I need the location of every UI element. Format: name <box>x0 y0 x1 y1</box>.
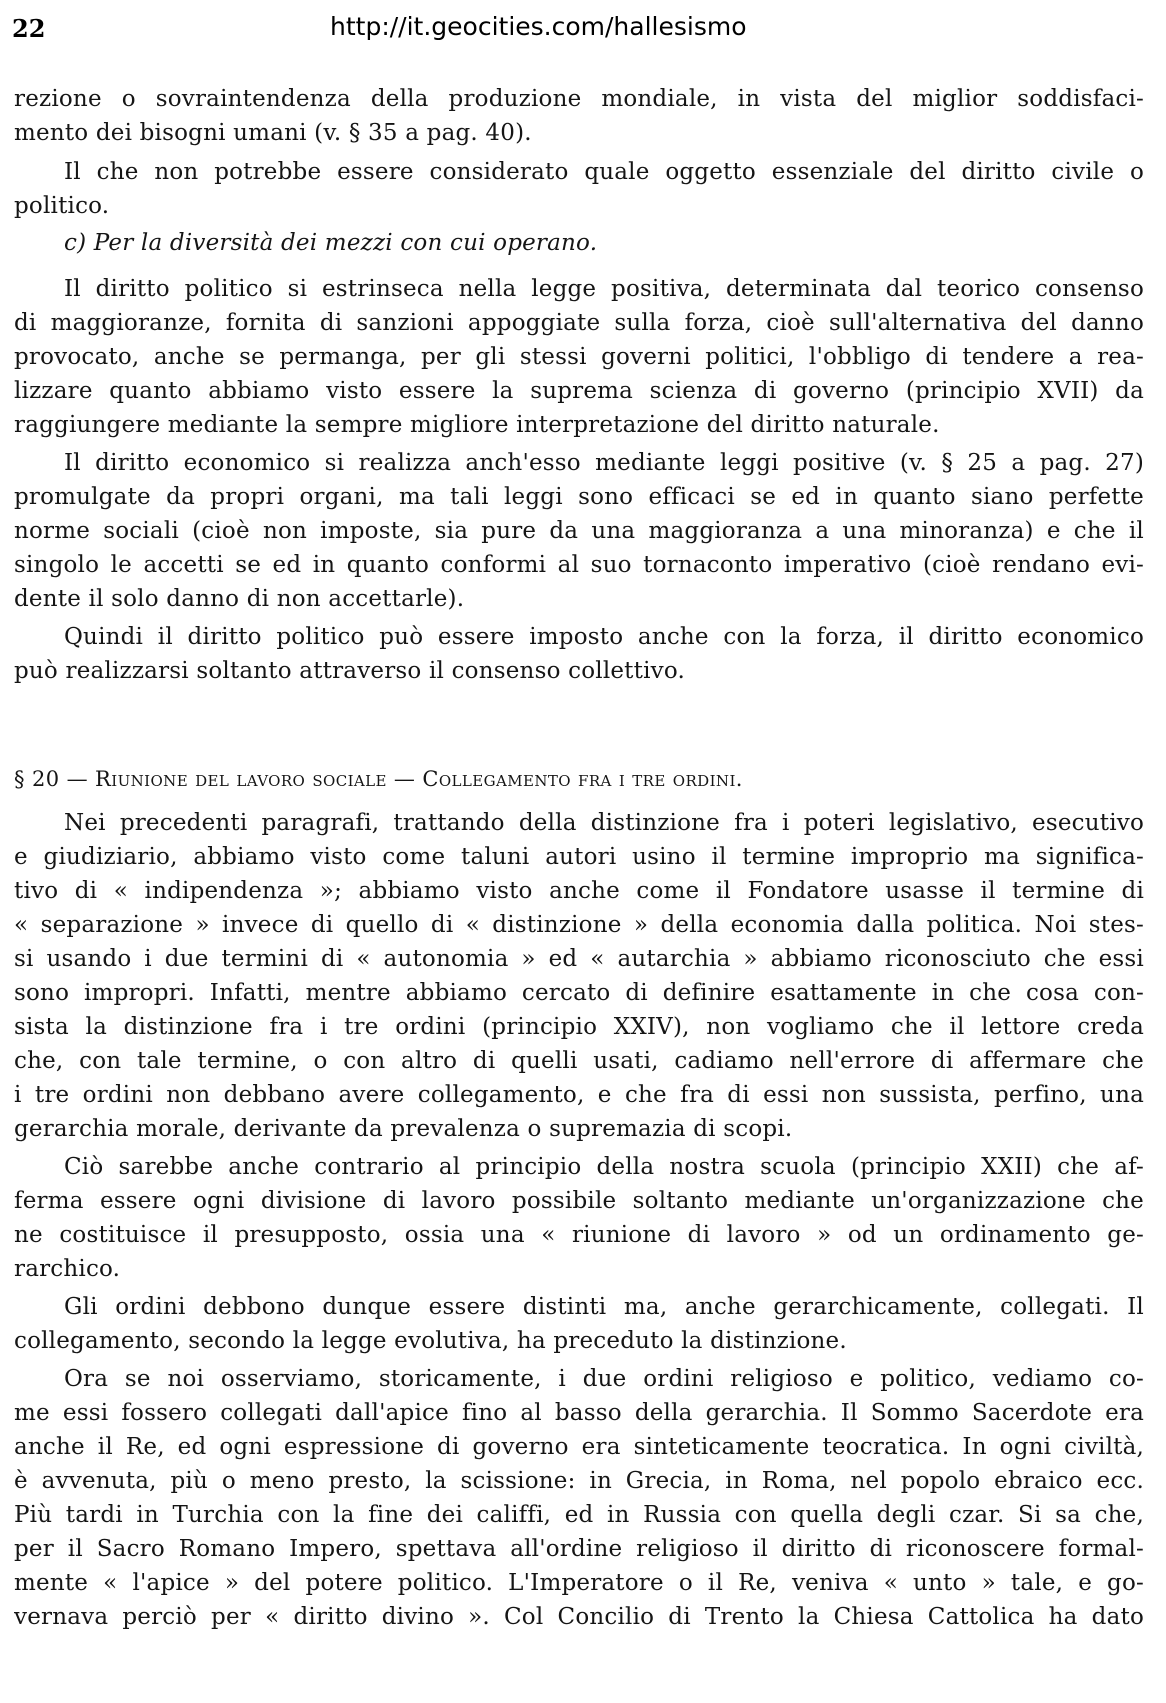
text-line: Il diritto politico si estrinseca nella legge positiva, determinata dal teorico consenso <box>64 276 1144 302</box>
text-line: mente « l'apice » del potere politico. L'Imperatore o il Re, veniva « unto » tale, e go- <box>14 1570 1144 1596</box>
text-line: ne costituisce il presupposto, ossia una « riunione di lavoro » od un ordinamento ge- <box>14 1222 1144 1248</box>
text-line: rarchico. <box>14 1256 121 1282</box>
text-line: collegamento, secondo la legge evolutiva, ha preceduto la distinzione. <box>14 1328 847 1354</box>
text-line: norme sociali (cioè non imposte, sia pure da una maggioranza a una minoranza) e che il <box>14 518 1144 544</box>
text-line: Ciò sarebbe anche contrario al principio della nostra scuola (principio XXII) che af- <box>64 1154 1144 1180</box>
text-line: « separazione » invece di quello di « distinzione » della economia dalla politica. Noi stes- <box>14 912 1144 938</box>
text-line: provocato, anche se permanga, per gli stessi governi politici, l'obbligo di tendere a rea- <box>14 344 1144 370</box>
text-line: è avvenuta, più o meno presto, la scissione: in Grecia, in Roma, nel popolo ebraico ecc. <box>14 1468 1144 1494</box>
text-line: può realizzarsi soltanto attraverso il consenso collettivo. <box>14 658 685 684</box>
text-line: me essi fossero collegati dall'apice fino al basso della gerarchia. Il Sommo Sacerdote era <box>14 1400 1144 1426</box>
text-line: Quindi il diritto politico può essere imposto anche con la forza, il diritto economico <box>64 624 1144 650</box>
text-line: singolo le accetti se ed in quanto conformi al suo tornaconto imperativo (cioè rendano evi- <box>14 552 1144 578</box>
paragraph-label-line <box>14 226 1144 260</box>
text-line: dente il solo danno di non accettarle). <box>14 586 465 612</box>
text-line: ferma essere ogni divisione di lavoro possibile soltanto mediante un'organizzazione che <box>14 1188 1144 1214</box>
text-line: anche il Re, ed ogni espressione di governo era sinteticamente teocratica. In ogni civiltà, <box>14 1434 1144 1460</box>
text-line: che, con tale termine, o con altro di quelli usati, cadiamo nell'errore di affermare che <box>14 1048 1144 1074</box>
text-line: vernava perciò per « diritto divino ». Col Concilio di Trento la Chiesa Cattolica ha dato <box>14 1604 1144 1630</box>
text-line: di maggioranze, fornita di sanzioni appoggiate sulla forza, cioè sull'alternativa del danno <box>14 310 1144 336</box>
text-line: Il diritto economico si realizza anch'esso mediante leggi positive (v. § 25 a pag. 27) <box>64 450 1144 476</box>
text-line: si usando i due termini di « autonomia » ed « autarchia » abbiamo riconosciuto che essi <box>14 946 1144 972</box>
text-line: tivo di « indipendenza »; abbiamo visto anche come il Fondatore usasse il termine di <box>14 878 1144 904</box>
text-line: Nei precedenti paragrafi, trattando della distinzione fra i poteri legislativo, esecutivo <box>64 810 1144 836</box>
text-line: gerarchia morale, derivante da prevalenza o supremazia di scopi. <box>14 1116 793 1142</box>
text-line: politico. <box>14 193 110 219</box>
text-line: Gli ordini debbono dunque essere distinti ma, anche gerarchicamente, collegati. Il <box>64 1294 1144 1320</box>
text-line: Il che non potrebbe essere considerato quale oggetto essenziale del diritto civile o <box>64 159 1144 185</box>
text-line: raggiungere mediante la sempre migliore interpretazione del diritto naturale. <box>14 412 940 438</box>
section-number: § 20 <box>14 767 60 791</box>
paragraph-label-text: c) Per la diversità dei mezzi con cui operano. <box>64 230 598 256</box>
section-heading <box>14 762 1144 796</box>
text-line: promulgate da propri organi, ma tali leggi sono efficaci se ed in quanto siano perfette <box>14 484 1144 510</box>
text-line: mento dei bisogni umani (v. § 35 a pag. 40). <box>14 120 532 146</box>
page-number: 22 <box>12 14 46 43</box>
text-line: Più tardi in Turchia con la fine dei califfi, ed in Russia con quella degli czar. Si sa che, <box>14 1502 1144 1528</box>
text-line: lizzare quanto abbiamo visto essere la suprema scienza di governo (principio XVII) da <box>14 378 1144 404</box>
text-line: i tre ordini non debbano avere collegamento, e che fra di essi non sussista, perfino, una <box>14 1082 1144 1108</box>
text-line: e giudiziario, abbiamo visto come taluni autori usino il termine improprio ma significa- <box>14 844 1144 870</box>
text-line: sista la distinzione fra i tre ordini (principio XXIV), non vogliamo che il lettore creda <box>14 1014 1144 1040</box>
section-title: — Riunione del lavoro sociale — Collegamento fra i tre ordini. <box>66 767 743 791</box>
text-line: per il Sacro Romano Impero, spettava all'ordine religioso il diritto di riconoscere formal- <box>14 1536 1144 1562</box>
source-url: http://it.geocities.com/hallesismo <box>330 12 747 41</box>
text-line: sono impropri. Infatti, mentre abbiamo cercato di definire esattamente in che cosa con- <box>14 980 1144 1006</box>
text-line: Ora se noi osserviamo, storicamente, i due ordini religioso e politico, vediamo co- <box>64 1366 1144 1392</box>
text-line: rezione o sovraintendenza della produzione mondiale, in vista del miglior soddisfaci- <box>14 86 1144 112</box>
